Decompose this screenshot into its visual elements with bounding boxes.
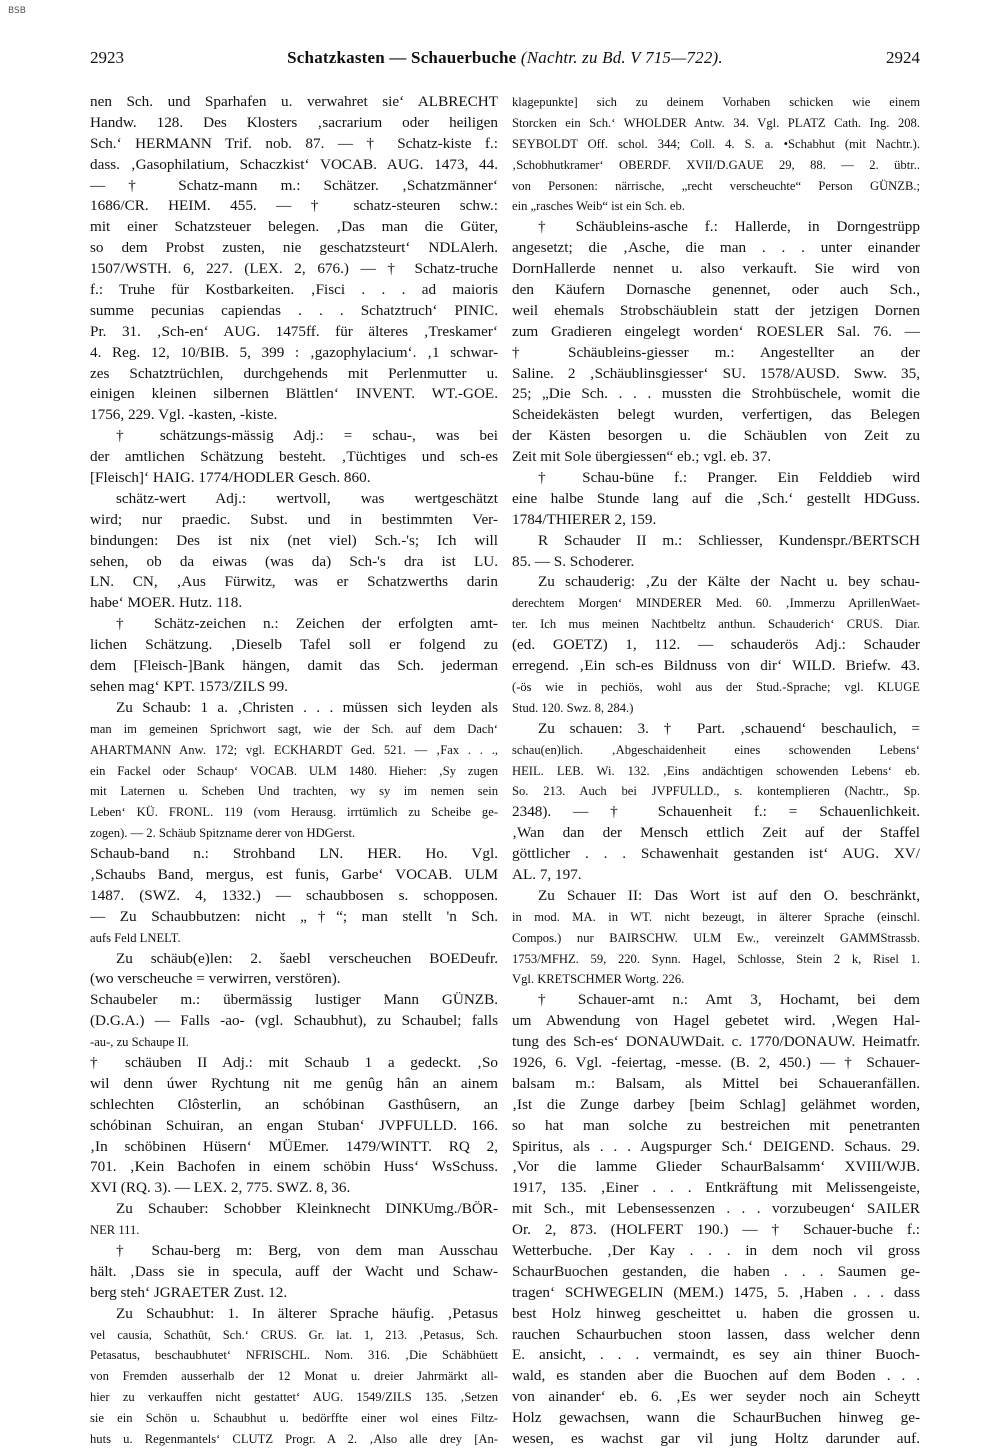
text-line: schlechten Clôsterlin, an schóbinan Gasthûsern, an xyxy=(90,1095,498,1113)
text-line: wesen, es wachst gar vil jung Holtz darunder auf. xyxy=(512,1430,920,1447)
text-line: hält. ‚Dass sie in specula, auff der Wacht und Schaw- xyxy=(90,1262,498,1280)
text-line: mit Sch., mit Lebensessenzen . . . vorzubeugen‘ SAILER xyxy=(512,1200,920,1218)
text-line: 85. — S. Schoderer. xyxy=(512,552,635,570)
text-line: f.: Truhe für Kostbarkeiten. ‚Fisci . . . ad maioris xyxy=(90,281,498,299)
text-line: klagepunkte] sich zu deinem Vorhaben schicken wie einem xyxy=(512,95,920,109)
text-line: Vgl. KRETSCHMER Wortg. 226. xyxy=(512,972,685,987)
text-line: dem [Fleisch-]Bank hängen, damit das Sch. jederman xyxy=(90,657,498,675)
text-line: der amtlichen Schätzung besteht. ‚Tüchtiges und sch-es xyxy=(90,448,498,466)
text-line: Zu Schauber: Schobber Kleinknecht DINKUmg./BÖR- xyxy=(116,1200,498,1218)
text-line: SchaurBuochen gestanden, die haben . . . Saumen ge- xyxy=(512,1262,920,1280)
right-column xyxy=(512,92,920,1450)
text-line: habe‘ MOER. Hutz. 118. xyxy=(90,594,243,612)
text-line: [Fleisch]‘ HAIG. 1774/HODLER Gesch. 860. xyxy=(90,469,371,487)
text-line: göttlicher . . . Schawenhait gestanden ist‘ AUG. XV/ xyxy=(512,845,920,863)
text-line: Sch.‘ HERMANN Trif. nob. 87. — † Schatz-kiste f.: xyxy=(90,134,498,152)
text-line: ein „rasches Weib“ ist ein Sch. eb. xyxy=(512,199,685,214)
text-line: (-ös wie in pechiös, wohl aus der Stud.-Sprache; vgl. KLUGE xyxy=(512,679,920,694)
text-line: 701. ‚Kein Bachofen in einem schöbin Huss‘ WsSchuss. xyxy=(90,1158,498,1176)
text-line: Pr. 31. ‚Sch-en‘ AUG. 1475ff. für älteres ‚Treskamer‘ xyxy=(90,322,498,340)
text-line: einigen kleinen silbernen Blättlen‘ INVENT. WT.-GOE. xyxy=(90,385,498,403)
running-title-main: Schatzkasten — Schauerbuche xyxy=(287,48,517,67)
text-line: SEYBOLDT Off. schol. 344; Coll. 4. S. a. •Schabhut (mit Nachtr.). xyxy=(512,136,920,151)
text-line: tragen‘ SCHWEGELIN (MEM.) 1475, 5. ‚Haben . . . dass xyxy=(512,1283,920,1301)
text-line: schau(en)lich. ‚Abgeschaidenheit eines schowenden Lebens‘ xyxy=(512,742,920,757)
text-line: den Käufern Dornasche genennet, oder auch Sch., xyxy=(512,281,920,299)
text-line: Spiritus, als . . . Augspurger Sch.‘ DEIGEND. Schaus. 29. xyxy=(512,1137,920,1155)
text-line: — † Schatz-mann m.: Schätzer. ‚Schatzmänner‘ xyxy=(90,176,498,194)
text-line: Zu Schauer II: Das Wort ist auf den O. beschränkt, xyxy=(538,886,920,904)
text-line: (ed. GOETZ) 1, 112. — schauderös Adj.: Schauder xyxy=(512,636,920,654)
text-line: Holz gewachsen, wann die SchaurBuchen hinweg ge- xyxy=(512,1409,920,1427)
text-line: man im gemeinen Sprichwort sagt, wie der Sch. auf dem Dach‘ xyxy=(90,721,498,736)
text-line: Handw. 128. Des Klosters ‚sacrarium oder heiligen xyxy=(90,113,498,131)
text-line: lichen Schätzung. ‚Dieselb Tafel soll er folgend zu xyxy=(90,636,498,654)
text-line: R Schauder II m.: Schliesser, Kundenspr./BERTSCH xyxy=(538,531,920,549)
text-line: -au-, zu Schaupe II. xyxy=(90,1035,189,1050)
text-line: 1686/CR. HEIM. 455. — † schatz-steuren schw.: xyxy=(90,197,498,215)
text-line: wil denn úwer Rychtung nit me genûg hân an ainem xyxy=(90,1074,498,1092)
text-line: wird; nur praedic. Subst. und in bestimmten Ver- xyxy=(90,510,498,528)
text-line: AL. 7, 197. xyxy=(512,865,582,883)
text-line: ‚Schaubs Band, mergus, est funis, Garbe‘ VOCAB. ULM xyxy=(90,865,498,883)
text-line: vel causia, Schathût, Sch.‘ CRUS. Gr. lat. 1, 213. ‚Petasus, Sch. xyxy=(90,1327,498,1342)
text-line: zogen). — 2. Schäub Spitzname derer von HDGerst. xyxy=(90,826,356,841)
text-line: huts u. Regenmantels‘ CLUTZ Progr. A 2. ‚Also alle drey [An- xyxy=(90,1432,498,1446)
text-line: nen Sch. und Sparhafen u. verwahret sie‘ ALBRECHT xyxy=(90,93,498,110)
text-line: 2348). — † Schauenheit f.: = Schauenlichkeit. xyxy=(512,803,920,821)
text-line: aufs Feld LNELT. xyxy=(90,930,181,945)
text-line: ‚Wan dan der Mensch ettlich Zeit auf der Staffel xyxy=(512,824,920,842)
text-line: † Schau-berg m: Berg, von dem man Ausschau xyxy=(116,1241,498,1259)
text-line: 1756, 229. Vgl. -kasten, -kiste. xyxy=(90,406,278,424)
text-line: ‚Ist die Zunge darbey [beim Schlag] gelähmet worden, xyxy=(512,1095,920,1113)
text-line: berg steh‘ JGRAETER Zust. 12. xyxy=(90,1283,288,1301)
page-number-right: 2924 xyxy=(886,48,920,67)
text-line: 1917, 135. ‚Einer . . . Entkräftung mit Melissengeiste, xyxy=(512,1179,920,1197)
text-line: ‚Vor die lamme Glieder SchaurBalsamm‘ XVIII/WJB. xyxy=(512,1158,920,1176)
text-line: der Kästen besorgen u. die Schäublen von Zeit zu xyxy=(512,427,920,445)
text-line: eine halbe Stunde lang auf die ‚Sch.‘ gestellt HDGuss. xyxy=(512,489,920,507)
text-line: 1753/MFHZ. 59, 220. Synn. Hagel, Schlosse, Stein 2 k, Risel 1. xyxy=(512,951,920,966)
text-line: zes Schatztrüchlen, durchgehends mit Perlenmutter u. xyxy=(90,364,498,382)
text-line: Or. 2, 873. (HOLFERT 190.) — † Schauer-buche f.: xyxy=(512,1221,920,1239)
library-stamp: BSB xyxy=(8,6,26,16)
text-line: Zu schauderig: ‚Zu der Kälte der Nacht u. bey schau- xyxy=(538,573,920,591)
text-line: Zu Schaubhut: 1. In älterer Sprache häufig. ‚Petasus xyxy=(116,1304,498,1322)
text-line: † Schäubleins-asche f.: Hallerde, in Dorngestrüpp xyxy=(538,218,920,236)
text-line: in mod. MA. in WT. nicht bezeugt, in älterer Sprache (einschl. xyxy=(512,909,920,924)
text-line: (D.G.A.) — Falls -ao- (vgl. Schaubhut), zu Schaubel; falls xyxy=(90,1012,498,1030)
text-line: best Holz hinweg gescheittet u. haben die grossen u. xyxy=(512,1304,920,1322)
text-line: Zu schäub(e)len: 2. šaebl verscheuchen BOEDeufr. xyxy=(116,949,498,967)
text-line: mit einer Schatzsteuer belegen. ‚Das man die Güter, xyxy=(90,218,498,236)
text-line: 25; „Die Sch. . . . mussten die Strohbüschele, womit die xyxy=(512,385,920,403)
text-line: Zu Schaub: 1 a. ‚Christen . . . müssen sich leyden als xyxy=(116,698,498,716)
text-line: balsam m.: Balsam, als Mittel bei Schaueranfällen. xyxy=(512,1074,920,1092)
text-line: angesetzt; die ‚Asche, die man . . . unter einander xyxy=(512,239,920,257)
page-number-left: 2923 xyxy=(90,48,124,67)
text-line: ter. Ich mus meinen Nachtbeltz anthun. Schauderich‘ CRUS. Diar. xyxy=(512,617,920,632)
text-line: summe pecunias capiendas . . . Schatztruch‘ PINIC. xyxy=(90,301,498,319)
text-line: 1926, 6. Vgl. -feiertag, -messe. (B. 2, 450.) — † Schauer- xyxy=(512,1053,920,1071)
text-line: † Schäubleins-giesser m.: Angestellter an der xyxy=(512,343,920,361)
text-line: Saline. 2 ‚Schäublinsgiesser‘ SU. 1578/AUSD. Sww. 35, xyxy=(512,364,920,382)
text-line: dass. ‚Gasophilatium, Schaczkist‘ VOCAB. AUG. 1473, 44. xyxy=(90,155,498,173)
text-line: So. 213. Auch bei JVPFULLD., s. kontemplieren (Nachtr., Sp. xyxy=(512,784,920,799)
page-header xyxy=(90,48,920,72)
text-line: hier zu verkauffen nicht gestattet‘ AUG. 1549/ZILS 135. ‚Setzen xyxy=(90,1390,498,1405)
text-line: tung des Sch-es‘ DONAUWDait. c. 1770/DONAUW. Heimatfr. xyxy=(512,1033,920,1051)
text-line: † Schätz-zeichen n.: Zeichen der erfolgten amt- xyxy=(116,615,498,633)
text-line: derechtem Morgen‘ MINDERER Med. 60. ‚Immerzu AprillenWaet- xyxy=(512,596,920,611)
text-line: † schäuben II Adj.: mit Schaub 1 a gedeckt. ‚So xyxy=(90,1053,498,1071)
text-line: sehen, ob da eiwas (was da) Sch-'s dra ist LU. xyxy=(90,552,498,570)
text-line: so dem Probst zusten, nie geschatzsteurt‘ NDLAlerh. xyxy=(90,239,498,257)
text-line: Wetterbuche. ‚Der Kay . . . in dem noch vil gross xyxy=(512,1241,920,1259)
text-line: erregend. ‚Ein sch-es Bildnuss von dir‘ WILD. Briefw. 43. xyxy=(512,657,920,675)
text-line: sie ein Schön u. Schaubhut u. bedörffte einer wol eines Filtz- xyxy=(90,1411,498,1426)
text-line: Leben‘ KÜ. FRONL. 119 (vom Herausg. irrtümlich zu Scheibe ge- xyxy=(90,805,498,820)
text-line: Compos.) nur BAIRSCHW. ULM Ew., vereinzelt GAMMStrassb. xyxy=(512,930,920,945)
text-line: LN. CN, ‚Aus Fürwitz, was er Schatzwerths darin xyxy=(90,573,498,591)
text-line: XVI (RQ. 3). — LEX. 2, 775. SWZ. 8, 36. xyxy=(90,1179,351,1197)
text-line: so hat man solche zu bestreichen mit penetranten xyxy=(512,1116,920,1134)
text-line: DornHallerde nennet u. also verkauft. Sie wird von xyxy=(512,260,920,278)
text-line: 4. Reg. 12, 10/BIB. 5, 399 : ‚gazophylacium‘. ‚1 schwar- xyxy=(90,343,498,361)
text-line: um Abwendung von Hagel gebetet wird. ‚Wegen Hal- xyxy=(512,1012,920,1030)
text-line: bindungen: Des ist nix (net viel) Sch.-'s; Ich will xyxy=(90,531,498,549)
text-line: † Schau-büne f.: Pranger. Ein Felddieb wird xyxy=(538,469,920,487)
text-line: Storcken ein Sch.‘ WHOLDER Antw. 34. Vgl. PLATZ Cath. Ing. 208. xyxy=(512,115,920,130)
text-line: ‚In schöbinen Hüsern‘ MÜEmer. 1479/WINTT. RQ 2, xyxy=(90,1137,498,1155)
text-line: ein Fackel oder Schaup‘ VOCAB. ULM 1480. Hieher: ‚Sy zugen xyxy=(90,763,498,778)
text-line: schóbinan Schuiran, an engan Stuban‘ JVPFULLD. 166. xyxy=(90,1116,498,1134)
left-column xyxy=(90,92,498,1450)
text-line: † Schauer-amt n.: Amt 3, Hochamt, bei dem xyxy=(538,991,920,1009)
text-line: weil ehemals Strobschäublein statt der jetzigen Dornen xyxy=(512,301,920,319)
text-line: Petasatus, beschaubhutet‘ NFRISCHL. Nom. 316. ‚Die Schäbhüett xyxy=(90,1348,498,1363)
text-line: † schätzungs-mässig Adj.: = schau-, was bei xyxy=(116,427,498,445)
text-line: 1507/WSTH. 6, 227. (LEX. 2, 676.) — † Schatz-truche xyxy=(90,260,498,278)
text-line: Zu schauen: 3. † Part. ‚schauend‘ beschaulich, = xyxy=(538,719,920,737)
text-line: 1784/THIERER 2, 159. xyxy=(512,510,657,528)
text-line: HEIL. LEB. Wi. 132. ‚Eins andächtigen schowenden Lebens‘ eb. xyxy=(512,763,920,778)
text-line: Zeit mit Sole übergiessen“ eb.; vgl. eb. 37. xyxy=(512,448,772,466)
text-line: 1487. (SWZ. 4, 1332.) — schaubbosen s. schopposen. xyxy=(90,886,498,904)
text-line: — Zu Schaubbutzen: nicht „†“; man stellt 'n Sch. xyxy=(90,907,498,925)
text-line: schätz-wert Adj.: wertvoll, was wertgeschätzt xyxy=(116,489,498,507)
text-line: Schaubeler m.: übermässig lustiger Mann GÜNZB. xyxy=(90,991,498,1009)
text-line: NER 111. xyxy=(90,1223,140,1238)
text-line: Stud. 120. Swz. 8, 284.) xyxy=(512,700,634,715)
text-line: sehen mag‘ KPT. 1573/ZILS 99. xyxy=(90,677,288,695)
text-line: E. ansicht, . . . vermaindt, es sey ain thiner Buoch- xyxy=(512,1346,920,1364)
running-title xyxy=(90,48,920,68)
text-line: wald, es standen aber die Buochen auf dem Boden . . . xyxy=(512,1367,920,1385)
text-line: von Personen: närrische, „recht verscheuchte“ Person GÜNZB.; xyxy=(512,178,920,193)
text-line: Schaub-band n.: Strohband LN. HER. Ho. Vgl. xyxy=(90,845,498,863)
text-line: zum Gradieren eingelegt worden‘ ROESLER Sal. 76. — xyxy=(512,322,920,340)
text-line: von ainander‘ eb. 6. ‚Es wer seyder noch ain Scheytt xyxy=(512,1388,920,1406)
text-line: von Fremden ausserhalb der 12 Monat u. dreier Jahrmärkt all- xyxy=(90,1369,498,1384)
text-line: (wo verscheuche = verwirren, verstören). xyxy=(90,970,341,988)
text-line: rauchen Schaurbuchen stoon lassen, dass welcher denn xyxy=(512,1325,920,1343)
running-title-subtitle: (Nachtr. zu Bd. V 715—722). xyxy=(520,48,723,67)
text-line: Scheidekästen belegt wurden, verfertigen, das Belegen xyxy=(512,406,920,424)
text-line: ‚Schobhutkramer‘ OBERDF. XVII/D.GAUE 29, 88. — 2. übtr.. xyxy=(512,157,920,172)
text-line: mit Laternen u. Scheben Und trachten, wy sy im nemen sein xyxy=(90,784,498,799)
text-line: AHARTMANN Anw. 172; vgl. ECKHARDT Ged. 521. — ‚Fax . . ., xyxy=(90,742,498,757)
